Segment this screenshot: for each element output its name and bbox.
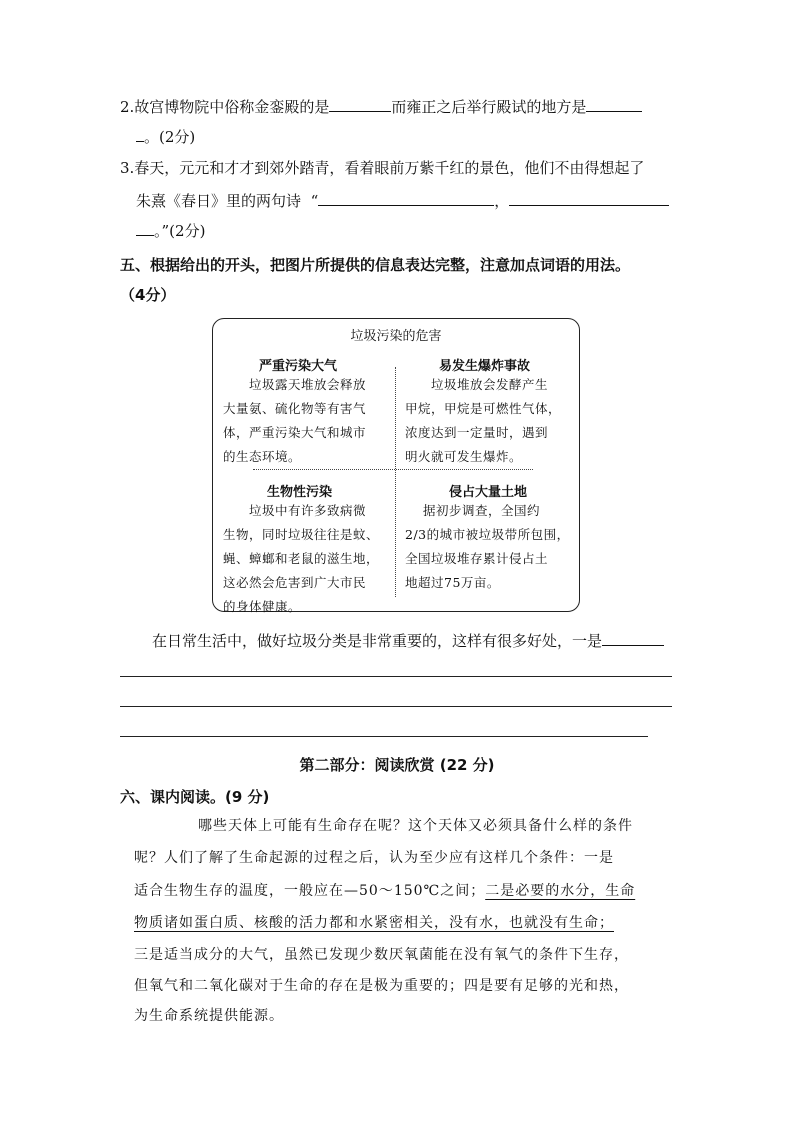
passage-line-1: 哪些天体上可能有生命存在呢？这个天体又必须具备什么样的条件 <box>198 818 633 834</box>
horizontal-divider <box>253 469 533 470</box>
answer-blank-2-cont[interactable] <box>136 126 144 142</box>
passage-line-2: 呢？人们了解了生命起源的过程之后，认为至少应有这样几个条件：一是 <box>134 850 614 866</box>
text-line: 大量氨、硫化物等有害气 <box>223 401 367 416</box>
text-line: 全国垃圾堆存累计侵占土 <box>405 551 549 566</box>
question-3-line-2 <box>136 190 669 211</box>
text-line: 垃圾露天堆放会释放 <box>249 377 367 392</box>
comma: ， <box>494 192 510 210</box>
answer-line-3[interactable] <box>120 736 648 737</box>
question-2-line-2 <box>136 126 195 147</box>
text-line: 据初步调查，全国约 <box>423 503 541 518</box>
text-line: 生物，同时垃圾往往是蚊、 <box>223 527 380 542</box>
passage-line-5: 三是适当成分的大气，虽然已发现少数厌氧菌能在没有氧气的条件下生存， <box>134 947 629 963</box>
question-2-line-1 <box>120 96 642 117</box>
answer-blank-1[interactable] <box>329 96 391 112</box>
text-line: 垃圾中有许多致病微 <box>249 503 367 518</box>
section-5-title: 五、根据给出的开头，把图片所提供的信息表达完整，注意加点词语的用法。 <box>120 256 631 274</box>
underlined-text: 二是必要的水分，生命 <box>485 883 636 899</box>
section-5-score: （4分） <box>120 286 176 304</box>
passage-text: 适合生物生存的温度，一般应在—50～150℃之间； <box>134 883 486 899</box>
question-2-text-a: 2.故宫博物院中俗称金銮殿的是 <box>120 98 330 116</box>
answer-blank-2[interactable] <box>586 96 642 112</box>
text-line: 浓度达到一定量时，遇到 <box>405 425 549 440</box>
passage-line-3 <box>134 880 635 900</box>
info-box-title: 垃圾污染的危害 <box>350 329 442 344</box>
vertical-divider <box>395 367 396 597</box>
cell-title-air-pollution: 严重污染大气 <box>259 359 338 374</box>
answer-line-1[interactable] <box>120 676 672 677</box>
answer-prompt-line <box>152 630 664 651</box>
part-2-title: 第二部分：阅读欣赏 (22 分) <box>299 756 495 774</box>
text-line: 体，严重污染大气和城市 <box>223 425 367 440</box>
question-3-text: 朱熹《春日》里的两句诗 <box>136 192 302 210</box>
text-line: 的身体健康。 <box>223 599 302 614</box>
poem-line-2-blank[interactable] <box>509 190 669 206</box>
text-line: 蝇、蟑螂和老鼠的滋生地， <box>223 551 380 566</box>
question-3-line-1: 3.春天，元元和才才到郊外踏青，看着眼前万紫千红的景色，他们不由得想起了 <box>120 159 645 177</box>
cell-title-land-occupation: 侵占大量土地 <box>449 485 528 500</box>
text-line: 2/3的城市被垃圾带所包围， <box>405 527 570 542</box>
cell-title-explosion: 易发生爆炸事故 <box>439 359 531 374</box>
question-2-text-b: 而雍正之后举行殿试的地方是 <box>391 98 587 116</box>
pollution-info-box <box>212 318 580 612</box>
cell-body-explosion <box>405 373 561 469</box>
text-line: 垃圾堆放会发酵产生 <box>431 377 549 392</box>
cell-body-air-pollution <box>223 373 366 469</box>
cell-body-biological-pollution <box>223 499 379 619</box>
text-line: 甲烷，甲烷是可燃性气体， <box>405 401 562 416</box>
passage-line-6: 但氧气和二氧化碳对于生命的存在是极为重要的；四是要有足够的光和热， <box>134 978 629 994</box>
passage-line-7: 为生命系统提供能源。 <box>134 1008 284 1024</box>
answer-prompt: 在日常生活中，做好垃圾分类是非常重要的，这样有很多好处，一是 <box>152 632 603 650</box>
question-2-score: 。(2分) <box>144 128 196 146</box>
text-line: 地超过75万亩。 <box>405 575 500 590</box>
text-line: 这必然会危害到广大市民 <box>223 575 367 590</box>
open-quote: “ <box>310 192 319 210</box>
cell-body-land-occupation <box>405 499 570 595</box>
passage-line-4-underlined: 物质诸如蛋白质、核酸的活力都和水紧密相关，没有水，也就没有生命； <box>134 915 614 931</box>
section-6-title: 六、课内阅读。(9 分) <box>120 788 270 806</box>
poem-line-1-blank[interactable] <box>318 190 494 206</box>
poem-line-2-blank-cont[interactable] <box>136 220 154 236</box>
text-line: 的生态环境。 <box>223 449 302 464</box>
question-3-line-3 <box>136 220 205 241</box>
answer-blank-first[interactable] <box>602 630 664 646</box>
answer-line-2[interactable] <box>120 706 672 707</box>
cell-title-biological-pollution: 生物性污染 <box>267 485 333 500</box>
question-3-score: 。”(2分) <box>154 222 206 240</box>
text-line: 明火就可发生爆炸。 <box>405 449 523 464</box>
